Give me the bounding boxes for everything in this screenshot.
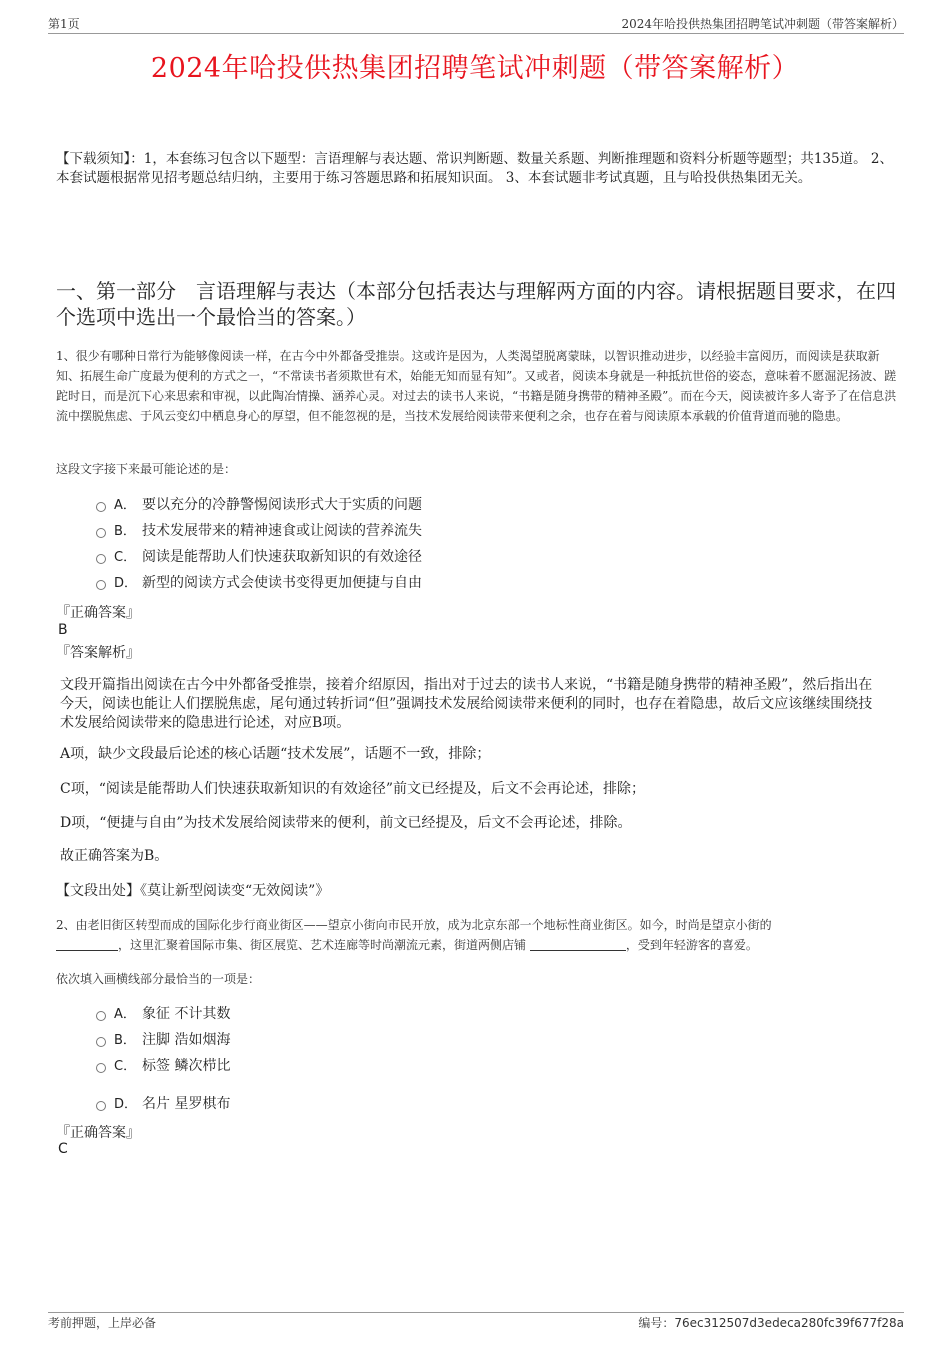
question-1-source: 【文段出处】《莫让新型阅读变“无效阅读”》 xyxy=(56,883,330,899)
download-notice: 【下载须知】：1，本套练习包含以下题型：言语理解与表达题、常识判断题、数量关系题、判断推理题和资料分析题等题型；共135道。 2、本套试题根据常见招考题总结归纳，主要用于练习答题思路和拓展知识面。 3、本套试题非考试真题，且与哈投供热集团无关。 xyxy=(56,151,893,186)
question-1-option-b[interactable]: B． 技术发展带来的精神速食或让阅读的营养流失 xyxy=(96,521,422,541)
radio-icon[interactable] xyxy=(96,1037,106,1047)
question-1-analysis-a: A项，缺少文段最后论述的核心话题“技术发展”，话题不一致，排除； xyxy=(60,746,491,762)
question-1-option-c[interactable]: C． 阅读是能帮助人们快速获取新知识的有效途径 xyxy=(96,547,422,567)
document-code: 编号：76ec312507d3edeca280fc39f677f28a xyxy=(638,1316,904,1330)
running-title: 2024年哈投供热集团招聘笔试冲刺题（带答案解析） xyxy=(621,17,904,31)
document-title: 2024年哈投供热集团招聘笔试冲刺题（带答案解析） xyxy=(150,53,800,84)
question-2-prompt: 依次填入画横线部分最恰当的一项是： xyxy=(56,972,261,986)
question-1-analysis-d: D项，“便捷与自由”为技术发展给阅读带来的便利，前文已经提及，后文不会再论述，排除。 xyxy=(60,815,632,831)
radio-icon[interactable] xyxy=(96,580,106,590)
question-2-text: 2、由老旧街区转型而成的国际化步行商业街区——望京小街向市民开放，成为北京东部一个地标性商业街区。如今，时尚是望京小街的 ，这里汇聚着国际市集、街区展览、艺术连廊等时尚潮流元素，街道两侧店铺 ，受到年轻游客的喜爱。 xyxy=(56,918,772,952)
question-1-text: 1、很少有哪种日常行为能够像阅读一样，在古今中外都备受推崇。这或许是因为，人类渴望脱离蒙昧，以智识推动进步，以经验丰富阅历，而阅读是获取新知、拓展生命广度最为便利的方式之一，“不常读书者须欺世有术，始能无知而显有知”。又或者，阅读本身就是一种抵抗世俗的姿态，意味着不愿淈泥扬波、蹉跎时日，而是沉下心来思索和审视，以此陶冶情操、涵养心灵。对过去的读书人来说，“书籍是随身携带的精神圣殿”。而在今天，阅读被许多人寄予了在信息洪流中摆脱焦虑、于风云变幻中栖息身心的厚望，但不能忽视的是，当技术发展给阅读带来便利之余，也存在着与阅读原本承载的价值背道而驰的隐患。 xyxy=(56,349,897,423)
question-1-option-d[interactable]: D． 新型的阅读方式会使读书变得更加便捷与自由 xyxy=(96,573,422,593)
question-1-prompt: 这段文字接下来最可能论述的是： xyxy=(56,462,237,476)
footer-slogan: 考前押题，上岸必备 xyxy=(48,1316,157,1330)
question-2-answer: C xyxy=(58,1141,68,1157)
question-1-answer-label: 『正确答案』 xyxy=(56,605,140,621)
footer-divider xyxy=(48,1312,904,1313)
question-1-analysis-c: C项，“阅读是能帮助人们快速获取新知识的有效途径”前文已经提及，后文不会再论述，排除； xyxy=(60,781,646,797)
question-1-analysis-main: 文段开篇指出阅读在古今中外都备受推崇，接着介绍原因，指出对于过去的读书人来说，“书籍是随身携带的精神圣殿”，然后指出在今天，阅读也能让人们摆脱焦虑，尾句通过转折词“但”强调技术发展给阅读带来便利的同时，也存在着隐患，故后文应该继续围绕技术发展给阅读带来的隐患进行论述，对应B项。 xyxy=(60,677,873,731)
question-1-answer: B xyxy=(58,622,68,638)
radio-icon[interactable] xyxy=(96,554,106,564)
question-1-conclusion: 故正确答案为B。 xyxy=(60,848,169,864)
fill-blank-1 xyxy=(56,937,118,951)
radio-icon[interactable] xyxy=(96,528,106,538)
radio-icon[interactable] xyxy=(96,1101,106,1111)
header-divider xyxy=(48,33,904,34)
question-2-answer-label: 『正确答案』 xyxy=(56,1125,140,1141)
radio-icon[interactable] xyxy=(96,1011,106,1021)
question-2-option-d[interactable]: D． 名片 星罗棋布 xyxy=(96,1094,230,1114)
radio-icon[interactable] xyxy=(96,1063,106,1073)
radio-icon[interactable] xyxy=(96,502,106,512)
section-heading: 一、第一部分 言语理解与表达（本部分包括表达与理解两方面的内容。请根据题目要求，在四个选项中选出一个最恰当的答案。） xyxy=(56,279,896,329)
question-1-option-a[interactable]: A． 要以充分的冷静警惕阅读形式大于实质的问题 xyxy=(96,495,422,515)
fill-blank-2 xyxy=(530,937,626,951)
page-number: 第1页 xyxy=(48,17,80,31)
question-1-analysis-label: 『答案解析』 xyxy=(56,645,140,661)
question-2-option-c[interactable]: C． 标签 鳞次栉比 xyxy=(96,1056,230,1076)
question-2-option-a[interactable]: A． 象征 不计其数 xyxy=(96,1004,230,1024)
question-2-option-b[interactable]: B． 注脚 浩如烟海 xyxy=(96,1030,230,1050)
